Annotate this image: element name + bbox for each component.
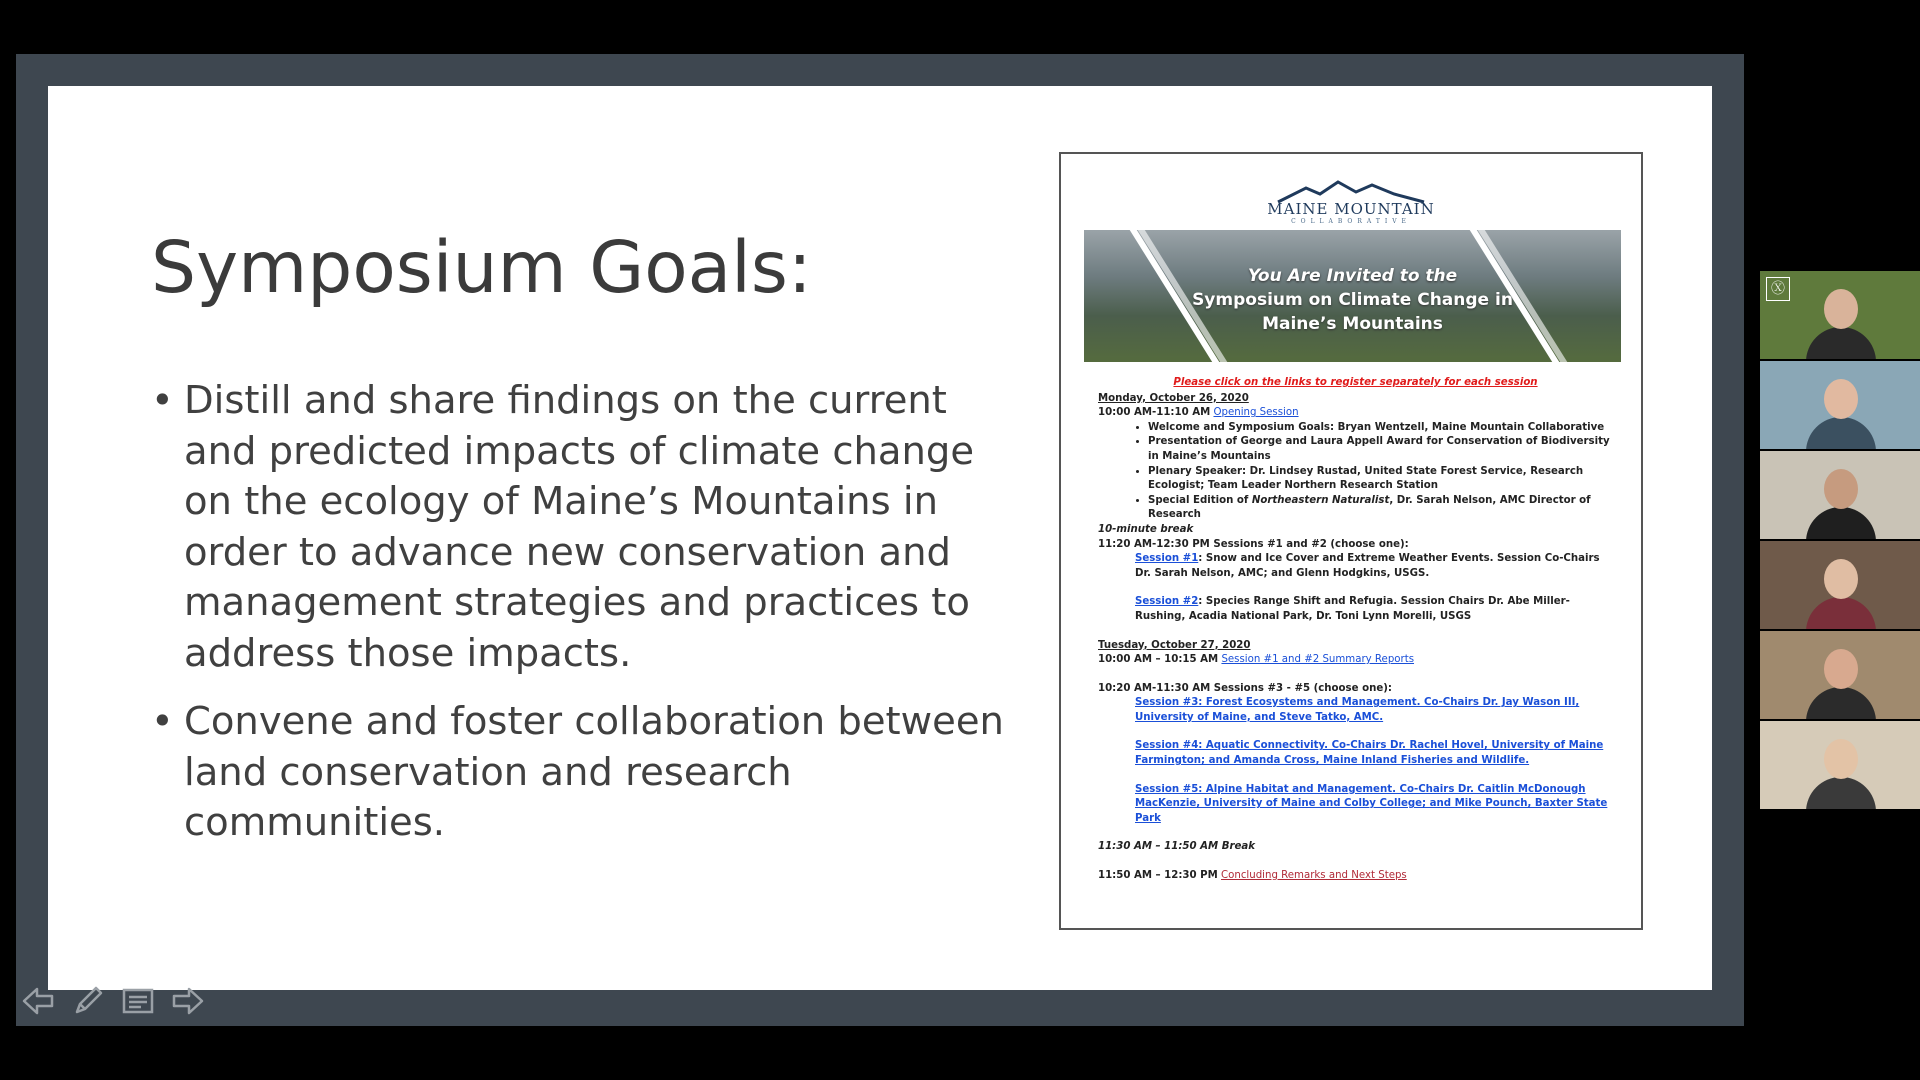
participant-video-tile[interactable] [1760,451,1920,539]
banner-text [1084,264,1621,336]
session-2-text: : Species Range Shift and Refugia. Session Chairs Dr. Abe Miller-Rushing, Acadia National Park, Dr. Toni Lynn Morelli, USGS [1135,596,1570,622]
agenda-item [1148,494,1613,523]
session-2-link[interactable]: Session #2 [1135,596,1199,608]
opening-time: 10:00 AM-11:10 AM [1098,407,1211,419]
summary-time: 10:00 AM – 10:15 AM [1098,654,1219,666]
slide-toolbar [20,983,206,1023]
participant-head [1824,739,1858,779]
participant-video-tile[interactable] [1760,361,1920,449]
notes-icon[interactable] [120,983,156,1019]
agenda-item: • Presentation of George and Laura Appell Award for Conservation of Biodiversity in Maine’s Mountains [1148,435,1613,464]
closing-line [1098,869,1613,884]
participant-head [1824,289,1858,329]
bullet-dot-icon: • [151,699,174,744]
day2-heading: Tuesday, October 27, 2020 [1098,639,1251,651]
arrow-left-icon[interactable] [20,983,56,1019]
session-3-link[interactable]: Session #3: Forest Ecosystems and Management. Co-Chairs Dr. Jay Wason III, University of Maine, and Steve Tatko, AMC. [1135,697,1580,723]
participant-head [1824,469,1858,509]
agenda-item: • Plenary Speaker: Dr. Lindsey Rustad, United State Forest Service, Research Ecologist; Team Leader Northern Research Station [1148,465,1613,494]
break-text: 11:30 AM – 11:50 AM Break [1098,841,1256,853]
participant-head [1824,649,1858,689]
session-4-link[interactable]: Session #4: Aquatic Connectivity. Co-Chairs Dr. Rachel Hovel, University of Maine Farmington; and Amanda Cross, Maine Inland Fisheries and Wildlife. [1135,740,1604,767]
session-1-text: : Snow and Ice Cover and Extreme Weather Events. Session Co-Chairs Dr. Sarah Nelson, AMC; and Glenn Hodgkins, USGS. [1135,553,1600,579]
participant-video-tile[interactable] [1760,631,1920,719]
register-note: Please click on the links to register separately for each session [1173,377,1538,388]
banner-line: Maine’s Mountains [1262,314,1443,334]
agenda-item: • Welcome and Symposium Goals: Bryan Wentzell, Maine Mountain Collaborative [1148,421,1613,436]
opening-items [1098,421,1613,523]
closing-remarks-link[interactable]: Concluding Remarks and Next Steps [1221,870,1407,882]
bullet-dot-icon: • [151,378,174,423]
participant-body [1806,327,1876,359]
pen-icon[interactable] [70,983,106,1019]
special-post: , Dr. Sarah Nelson, AMC Director of Research [1148,494,1591,521]
summary-line [1098,653,1613,668]
banner-line: Symposium on Climate Change in [1192,290,1513,310]
org-logo-icon: Ⓧ [1766,277,1790,301]
session-2 [1098,595,1613,624]
flyer-body [1098,376,1613,884]
logo-subtitle: COLLABORATIVE [1291,218,1411,225]
session-5-link[interactable]: Session #5: Alpine Habitat and Management. Co-Chairs Dr. Caitlin McDonough MacKenzie, University of Maine and Colby College; and Mike Pounch, Baxter State Park [1135,783,1608,824]
goal-text: Distill and share findings on the current and predicted impacts of climate change on the ecology of Maine’s Mountains in order to advance new conservation and management strategies and practices to address those impacts. [184,378,975,676]
participant-head [1824,559,1858,599]
summary-reports-link[interactable]: Session #1 and #2 Summary Reports [1221,654,1415,666]
closing-time: 11:50 AM – 12:30 PM [1098,870,1218,882]
session-1 [1098,552,1613,581]
slide-title: Symposium Goals: [151,226,812,309]
participant-body [1806,777,1876,809]
opening-session-link[interactable]: Opening Session [1213,407,1299,419]
arrow-right-icon[interactable] [170,983,206,1019]
journal-name: Northeastern Naturalist [1251,494,1390,506]
participant-gallery [1760,271,1920,809]
participant-body [1806,597,1876,629]
day1-heading: Monday, October 26, 2020 [1098,392,1249,404]
slide [48,86,1712,990]
participant-body [1806,417,1876,449]
flyer-logo [1061,180,1641,225]
sessions-time: 10:20 AM-11:30 AM Sessions #3 - #5 (choose one): [1098,682,1392,694]
logo-name: MAINE MOUNTAIN [1267,200,1435,218]
opening-line [1098,406,1613,421]
special-pre: Special Edition of [1148,494,1252,506]
break-text: 10-minute break [1098,523,1194,535]
participant-body [1806,507,1876,539]
participant-video-tile[interactable] [1760,541,1920,629]
participant-head [1824,379,1858,419]
sessions-time: 11:20 AM-12:30 PM Sessions #1 and #2 (choose one): [1098,538,1409,550]
goals-list [151,376,1031,867]
participant-body [1806,687,1876,719]
participant-video-tile[interactable] [1760,271,1920,359]
goal-bullet [151,697,1031,849]
session-1-link[interactable]: Session #1 [1135,553,1199,565]
symposium-flyer [1059,152,1643,930]
goal-bullet [151,376,1031,679]
participant-video-tile[interactable] [1760,721,1920,809]
banner-line: You Are Invited to the [1247,266,1458,286]
flyer-banner [1084,230,1621,362]
goal-text: Convene and foster collaboration between land conservation and research communities. [184,699,1004,845]
